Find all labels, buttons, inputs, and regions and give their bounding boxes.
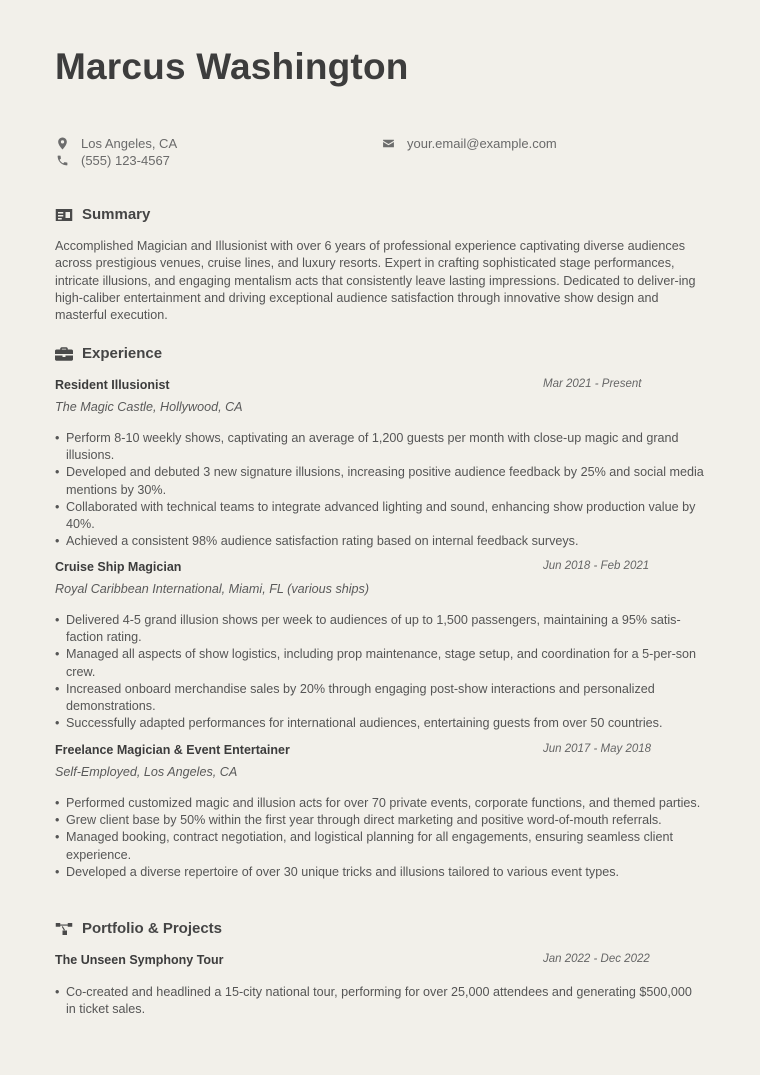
list-item: • Developed and debuted 3 new signature illusions, increasing positive audience feedback by 25% and social media mentions by 30%. — [55, 464, 705, 498]
list-item: • Collaborated with technical teams to integrate advanced lighting and sound, enhancing show production value by 40%. — [55, 499, 705, 533]
job-bullets — [55, 612, 705, 732]
location-text: Los Angeles, CA — [81, 136, 178, 151]
map-pin-icon — [55, 137, 69, 151]
job-org: The Magic Castle, Hollywood, CA — [55, 400, 243, 414]
email-text[interactable]: your.email@example.com — [407, 136, 557, 151]
job-org: Self-Employed, Los Angeles, CA — [55, 765, 238, 779]
contact-location — [55, 136, 177, 151]
list-item: • Managed booking, contract negotiation, and logistical planning for all engagements, ensuring seamless client experience. — [55, 829, 705, 863]
job-dates: Jun 2017 - May 2018 — [543, 743, 652, 755]
list-item: • Increased onboard merchandise sales by 20% through engaging post-show interactions and personalized demonstrations. — [55, 681, 705, 715]
envelope-icon — [381, 137, 395, 151]
job-title: Freelance Magician & Event Entertainer — [55, 743, 290, 757]
list-item: • Perform 8-10 weekly shows, captivating an average of 1,200 guests per month with close-up magic and grand illusions. — [55, 430, 705, 464]
list-item: • Co-created and headlined a 15-city national tour, performing for over 25,000 attendees and generating $500,000 in ticket sales. — [55, 984, 705, 1018]
list-item: • Performed customized magic and illusion acts for over 70 private events, corporate functions, and themed parties. — [55, 795, 705, 812]
phone-text: (555) 123-4567 — [81, 153, 170, 168]
list-item: • Grew client base by 50% within the first year through direct marketing and positive word-of-mouth referrals. — [55, 812, 705, 829]
summary-heading-label: Summary — [82, 206, 151, 223]
experience-heading-label: Experience — [82, 345, 163, 362]
list-item: • Developed a diverse repertoire of over 30 unique tricks and illusions tailored to various event types. — [55, 864, 705, 881]
job-bullets — [55, 430, 705, 550]
sitemap-icon — [55, 922, 73, 936]
contact-email — [381, 136, 557, 151]
job-dates: Mar 2021 - Present — [543, 378, 642, 390]
briefcase-icon — [55, 347, 73, 361]
list-item: • Managed all aspects of show logistics, including prop maintenance, stage setup, and coordination for a 5-per-son crew. — [55, 646, 705, 680]
project-dates: Jan 2022 - Dec 2022 — [543, 953, 650, 965]
job-title: Resident Illusionist — [55, 378, 170, 392]
contact-phone — [55, 153, 170, 168]
experience-heading — [55, 345, 162, 362]
project-bullets — [55, 984, 705, 1018]
summary-heading — [55, 206, 150, 223]
job-bullets — [55, 795, 705, 881]
list-item: • Delivered 4-5 grand illusion shows per week to audiences of up to 1,500 passengers, maintaining a 95% satis-faction rating. — [55, 612, 705, 646]
job-dates: Jun 2018 - Feb 2021 — [543, 560, 650, 572]
project-title: The Unseen Symphony Tour — [55, 953, 224, 967]
candidate-name: Marcus Washington — [55, 46, 409, 87]
job-org: Royal Caribbean International, Miami, FL (various ships) — [55, 582, 370, 596]
projects-heading-label: Portfolio & Projects — [82, 920, 223, 937]
phone-icon — [55, 154, 69, 168]
projects-heading — [55, 920, 222, 937]
list-item: • Successfully adapted performances for international audiences, entertaining guests from over 50 countries. — [55, 715, 705, 732]
job-title: Cruise Ship Magician — [55, 560, 182, 574]
list-item: • Achieved a consistent 98% audience satisfaction rating based on internal feedback surveys. — [55, 533, 705, 550]
id-card-icon — [55, 208, 73, 222]
summary-text: Accomplished Magician and Illusionist with over 6 years of professional experience captivating diverse audiences across prestigious venues, cruise lines, and luxury resorts. Expert in crafting sophisticated stage performances, intricate illusions, and engaging mentalism acts that consistently leave lasting impressions. Dedicated to deliver-ing high-caliber entertainment and driving exceptional audience satisfaction through innovative show design and masterful execution. — [55, 239, 696, 323]
